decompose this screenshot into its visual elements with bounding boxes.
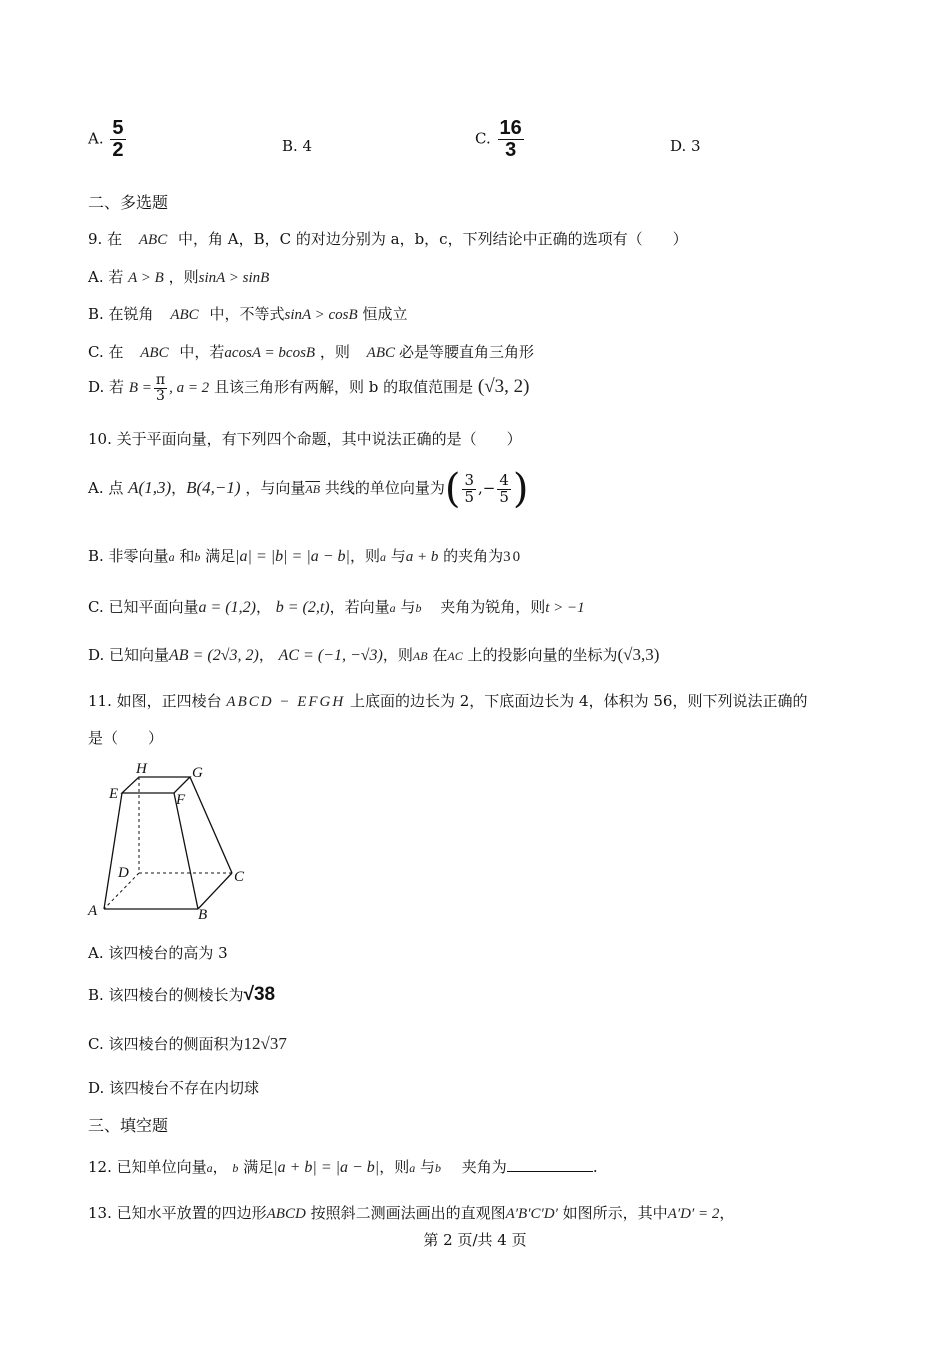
text: 中，角 A，B，C 的对边分别为 a，b，c，下列结论中正确的选项有（ ） [178,230,688,248]
fraction [497,470,511,506]
math: b [194,550,201,564]
q12-stem [88,1156,598,1177]
top-face [122,777,190,793]
q13-stem [88,1202,734,1223]
text: 13. 已知水平放置的四边形 [88,1204,267,1222]
text: ，则 [379,1158,410,1176]
math: √38 [243,984,276,1005]
text: . [592,1158,598,1176]
text: 与 [400,598,416,616]
text: A. 点 [88,479,124,497]
text: C. 在 [88,343,124,361]
text: 如图所示，其中 [562,1204,668,1222]
math: ABC [366,345,395,361]
text: 共线的单位向量为 [324,479,445,497]
text: ， [719,1204,735,1222]
q11-option-a: A. 该四棱台的高为 3 [88,944,228,962]
text: 9. 在 [88,230,123,248]
math: AC = (−1, −√3) [278,647,383,664]
math: B = [128,380,152,397]
math: b = (2,t) [275,599,330,616]
q9-option-c [88,341,534,362]
denominator: 3 [505,139,517,161]
label-e: E [109,786,119,802]
fraction [498,118,524,161]
math: A > B [128,270,164,286]
text: 上底面的边长为 2，下底面边长为 4，体积为 56，则下列说法正确的 [349,692,808,710]
math: $\overline{AB}$ [305,482,321,496]
frustum-figure [80,755,260,925]
text: ， [255,598,271,616]
math: B(4,−1) [186,478,241,497]
math: , a = 2 [169,380,210,397]
math: sinA > cosB [284,307,358,323]
edge-gc [190,777,232,873]
math: b [435,1161,442,1175]
math: b [415,601,422,615]
q8-option-b: B. 4 [282,137,313,155]
math: b [232,1161,239,1175]
math: (√3, 2) [477,376,530,398]
text: 按照斜二测画法画出的直观图 [310,1204,506,1222]
numerator: 3 [464,470,474,489]
math: A(1,3) [128,478,172,497]
q10-option-b [88,545,522,566]
q10-option-c [88,596,585,617]
denominator: 3 [156,387,165,404]
q10-option-d [88,644,659,665]
math: t > −1 [545,600,585,616]
paren: ( [444,466,461,512]
text: ， [171,479,187,497]
label-c: C [234,869,245,885]
q11-option-c [88,1033,287,1054]
label-g: G [192,765,203,781]
text: ，则 [319,343,350,361]
math: a [379,550,386,564]
text: ，则 [382,646,413,664]
math: a [409,1161,416,1175]
text: 的夹角为 [443,547,504,565]
text: 与 [390,547,406,565]
text: ， [258,646,274,664]
math: A′D′ = 2 [667,1206,720,1222]
text: ，则 [349,547,380,565]
q8-option-d: D. 3 [670,137,701,155]
edge-ea [104,793,122,909]
q9-option-d [88,373,529,403]
math: 30 [503,549,523,565]
math: a [389,601,396,615]
denominator: 5 [464,487,474,506]
text: C. 已知平面向量 [88,598,199,616]
numerator: 5 [112,117,124,139]
label-d: D [118,865,129,881]
q9-stem [88,228,688,249]
q10-stem: 10. 关于平面向量，有下列四个命题，其中说法正确的是（ ） [88,430,522,448]
q10-option-a: A. 点 A(1,3)，B(4,−1) ，与向量$\overline{AB}$ 共线的单位向量为( $\frac{3}{5}$ ,− $\frac{4}{5}$ ) [88,466,529,512]
text: 中，不等式 [209,305,285,323]
math: 12√37 [243,1034,287,1053]
fraction [110,118,125,161]
page-footer: 第 2 页/共 4 页 [423,1231,527,1249]
text: 恒成立 [362,305,408,323]
text: A. 若 [88,268,124,286]
math: AB = (2√3, 2) [169,647,259,664]
math: AB [412,649,428,663]
text: 与 [420,1158,436,1176]
q11-stem [88,690,807,711]
q9-option-b [88,303,407,324]
text: 夹角为锐角，则 [440,598,546,616]
text: ，若向量 [329,598,390,616]
math: ABC [140,345,169,361]
text: B. 非零向量 [88,547,169,565]
paren: ) [512,466,529,512]
edge-fb [174,793,198,909]
text: B. 在锐角 [88,305,154,323]
math: ABCD − EFGH [226,694,346,710]
math: sinA > sinB [198,270,270,286]
math: ABC [170,307,199,323]
option-label: A. [88,129,104,148]
text: ，则 [168,268,199,286]
section-title-fill-in: 三、填空题 [88,1116,169,1135]
text: 和 [179,547,195,565]
math: A′B′C′D′ [505,1206,558,1222]
text: D. 若 [88,378,125,397]
text: B. 该四棱台的侧棱长为 [88,986,244,1004]
numerator: π [155,372,166,388]
text: ，与向量 [245,479,306,497]
text: C. 该四棱台的侧面积为 [88,1035,244,1053]
option-label: C. [475,129,491,148]
edge-bc [198,873,232,909]
text: 12. 已知单位向量 [88,1158,207,1176]
text: 且该三角形有两解，则 b 的取值范围是 [213,378,474,397]
label-b: B [198,907,208,923]
denominator: 5 [499,487,509,506]
q11-option-b [88,984,275,1006]
denominator: 2 [112,139,124,161]
math: ABCD [266,1206,306,1222]
fraction [462,470,476,506]
label-a: A [88,903,98,919]
math: |a + b| = |a − b| [273,1159,380,1176]
math: a [206,1161,213,1175]
q8-option-a [88,118,128,161]
fraction [154,373,167,403]
math: acosA = bcosB [224,345,316,361]
q11-option-d: D. 该四棱台不存在内切球 [88,1079,260,1097]
text: 满足 [243,1158,274,1176]
text: 夹角为 [461,1158,507,1176]
text: D. 已知向量 [88,646,170,664]
text: ， [212,1158,228,1176]
math: AC [447,649,463,663]
text: 中，若 [179,343,225,361]
text: 满足 [205,547,236,565]
math: a [168,550,175,564]
text: 在 [432,646,448,664]
label-f: F [176,792,186,808]
math: a = (1,2) [198,599,256,616]
numerator: 16 [499,117,522,139]
text: 上的投影向量的坐标为 [467,646,618,664]
q9-option-a [88,266,269,287]
section-title-multiple-choice: 二、多选题 [88,193,169,212]
numerator: 4 [499,470,509,489]
text: 11. 如图，正四棱台 [88,692,222,710]
text: 必是等腰直角三角形 [399,343,535,361]
math: a + b [405,549,439,565]
label-h: H [136,761,147,777]
answer-blank[interactable] [507,1157,593,1172]
q11-stem-line2: 是（ ） [88,729,164,747]
q8-option-c [475,118,526,161]
math: (√3,3) [617,645,660,664]
math: |a| = |b| = |a − b| [235,548,350,565]
math: ABC [138,232,168,248]
